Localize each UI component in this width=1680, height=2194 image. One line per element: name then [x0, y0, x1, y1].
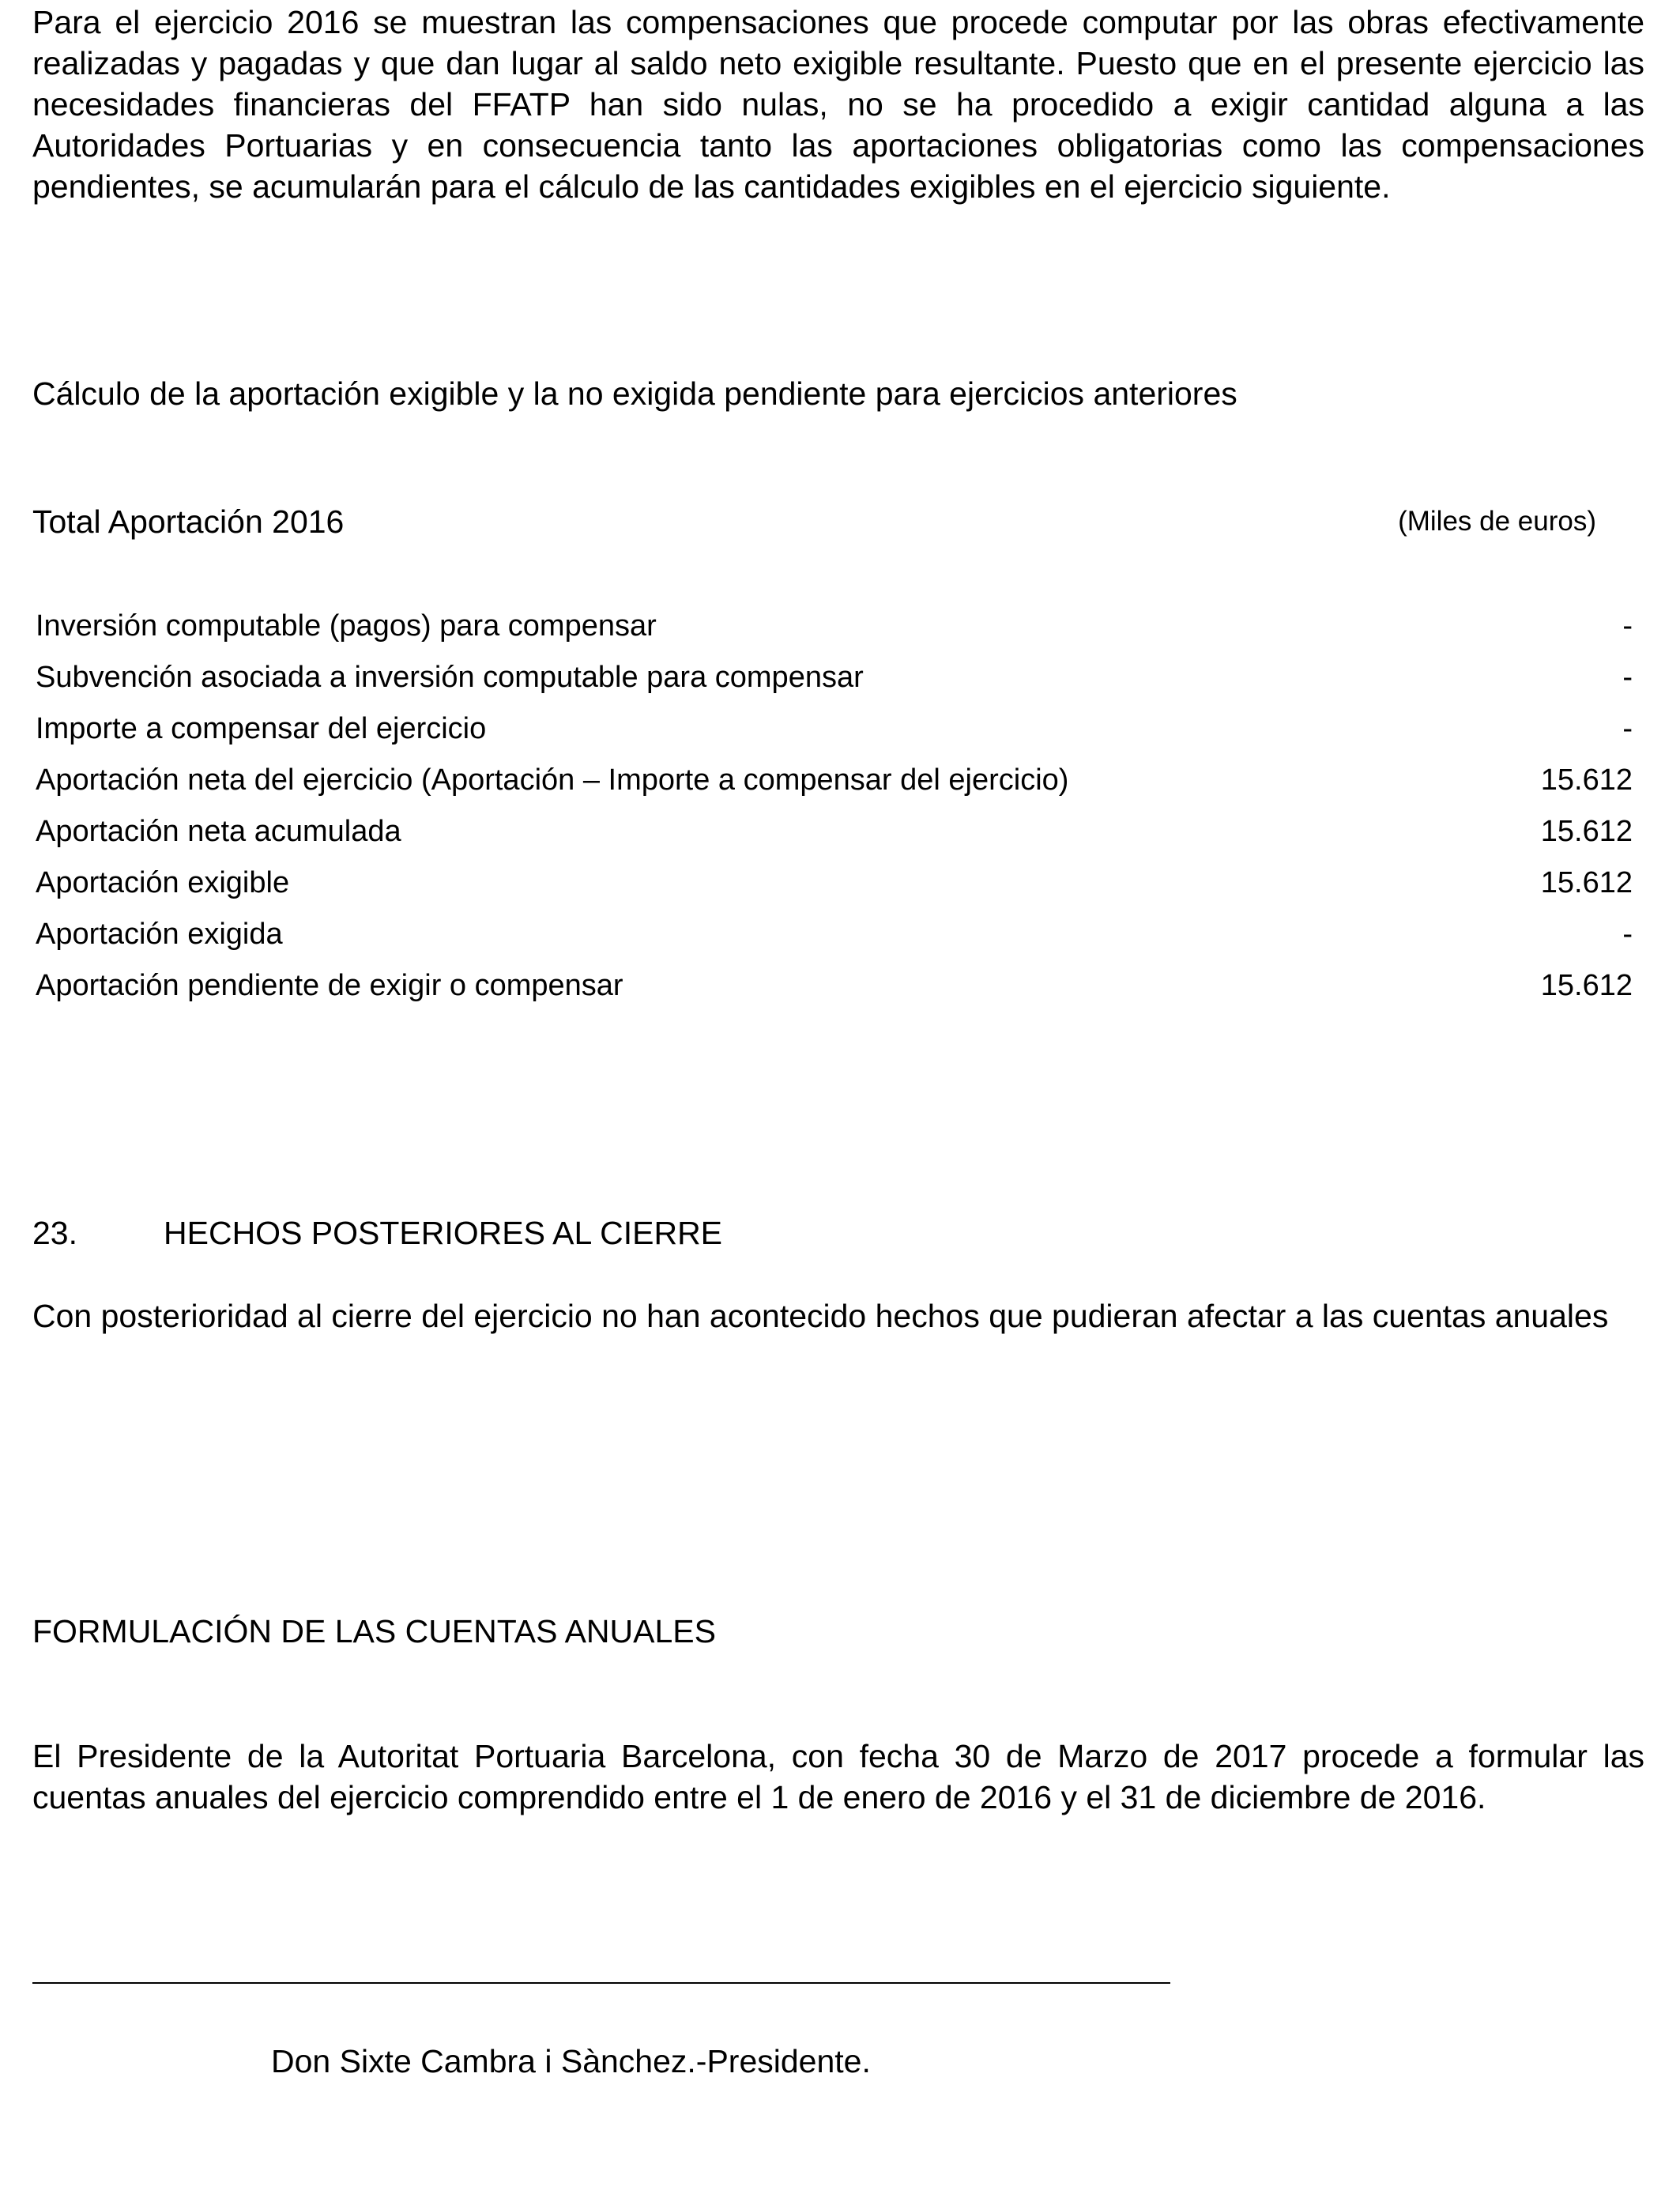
table-row — [36, 652, 1633, 703]
row-label: Subvención asociada a inversión computable para compensar — [36, 661, 864, 694]
row-value: - — [1622, 661, 1633, 694]
row-label: Inversión computable (pagos) para compensar — [36, 609, 657, 643]
row-value: - — [1622, 712, 1633, 745]
row-label: Aportación exigida — [36, 918, 283, 951]
row-value: 15.612 — [1540, 969, 1633, 1002]
table-header — [32, 501, 1632, 542]
row-value: - — [1622, 609, 1633, 643]
calc-heading: Cálculo de la aportación exigible y la no exigida pendiente para ejercicios anteriores — [32, 375, 1237, 412]
table-row — [36, 960, 1633, 1012]
intro-paragraph: Para el ejercicio 2016 se muestran las compensaciones que procede computar por las obras efectivamente realizadas y pagadas y que dan lugar al saldo neto exigible resultante. Puesto que en el presente ejercicio las necesidades financieras del FFATP han sido nulas, no se ha procedido a exigir cantidad alguna a las Autoridades Portuarias y en consecuencia tanto las aportaciones obligatorias como las compensaciones pendientes, se acumularán para el cálculo de las cantidades exigibles en el ejercicio siguiente. — [32, 4, 1644, 205]
row-label: Aportación exigible — [36, 866, 290, 899]
formulation-body: El Presidente de la Autoritat Portuaria Barcelona, con fecha 30 de Marzo de 2017 procede a formular las cuentas anuales del ejercicio comprendido entre el 1 de enero de 2016 y el 31 de diciembre de 2016. — [32, 1738, 1644, 1815]
row-label: Aportación neta del ejercicio (Aportación – Importe a compensar del ejercicio) — [36, 763, 1069, 797]
table-row — [36, 755, 1633, 806]
row-value: 15.612 — [1540, 763, 1633, 797]
table-row — [36, 806, 1633, 858]
section-23-body: Con posterioridad al cierre del ejercicio no han acontecido hechos que pudieran afectar a las cuentas anuales — [32, 1298, 1609, 1334]
row-label: Aportación neta acumulada — [36, 815, 401, 848]
row-label: Aportación pendiente de exigir o compensar — [36, 969, 623, 1002]
row-label: Importe a compensar del ejercicio — [36, 712, 487, 745]
table-title: Total Aportación 2016 — [32, 503, 345, 540]
signer-name: Don Sixte Cambra i Sànchez.-Presidente. — [271, 2043, 871, 2079]
row-value: 15.612 — [1540, 815, 1633, 848]
section-number: 23. — [32, 1215, 77, 1251]
row-value: - — [1622, 918, 1633, 951]
row-value: 15.612 — [1540, 866, 1633, 899]
contribution-table — [36, 601, 1633, 1012]
table-row — [36, 703, 1633, 755]
table-units: (Miles de euros) — [1398, 506, 1596, 537]
table-row — [36, 909, 1633, 960]
section-23-heading — [32, 1212, 1644, 1253]
signature-line — [32, 1982, 1170, 1984]
formulation-heading: FORMULACIÓN DE LAS CUENTAS ANUALES — [32, 1613, 716, 1649]
section-title: HECHOS POSTERIORES AL CIERRE — [164, 1215, 723, 1251]
table-row — [36, 858, 1633, 909]
table-row — [36, 601, 1633, 652]
